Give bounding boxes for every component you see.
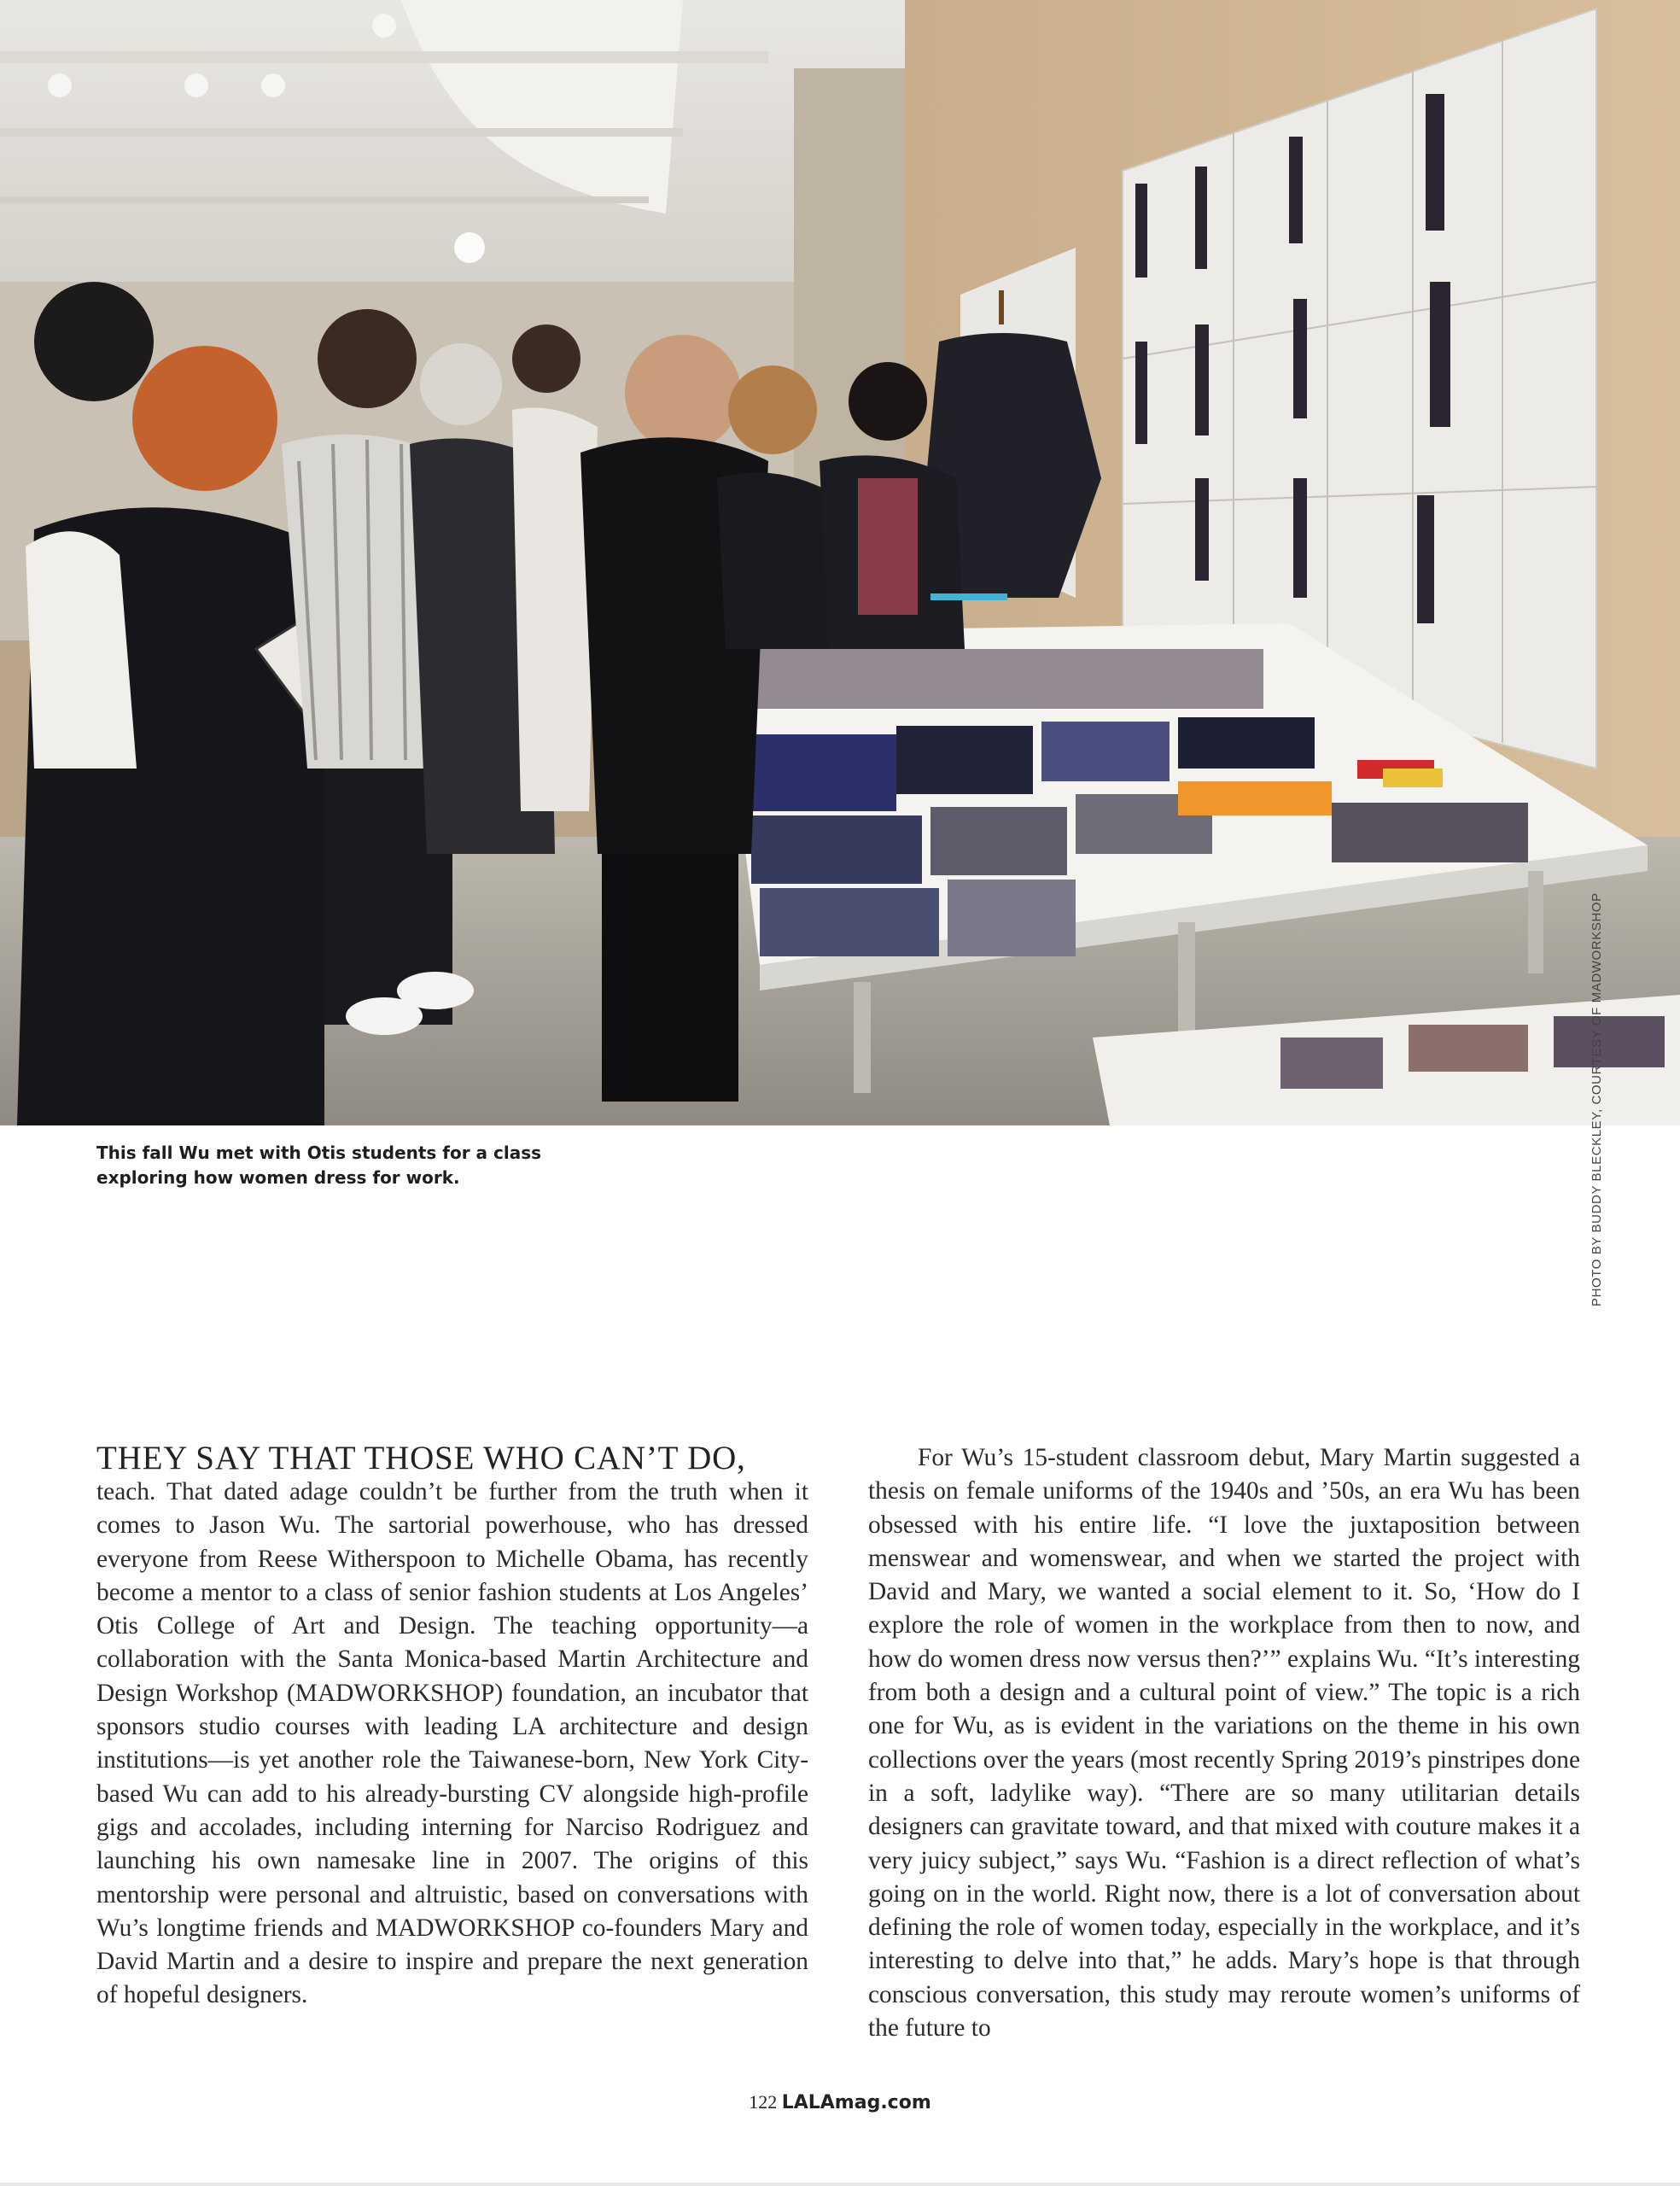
page-bottom-edge [0,2183,1680,2186]
caption-line-1: This fall Wu met with Otis students for a class [96,1143,542,1163]
photo-caption [96,1141,575,1190]
page-folio [0,2091,1680,2113]
photo-credit: PHOTO BY BUDDY BLECKLEY, COURTESY OF MADWORKSHOP [1590,892,1604,1306]
caption-line-2: exploring how women dress for work. [96,1167,460,1188]
article-body-right: For Wu’s 15-student classroom debut, Mary Martin suggested a thesis on female uniforms of the 1940s and ’50s, an era Wu has been obsessed with his entire life. “I love the juxtaposition between menswear and womenswear, and when we started the project with David and Mary, we wanted a social element to it. So, ‘How do I explore the role of women in the workplace from then to now, and how do women dress now versus then?’” explains Wu. “It’s interesting from both a design and a cultural point of view.” The topic is a rich one for Wu, as is evident in the variations on the theme in his own collections over the years (most recently Spring 2019’s pinstripes done in a soft, ladylike way). “There are so many utilitarian details designers can gravitate toward, and that mixed with couture makes it a very juicy subject,” says Wu. “Fashion is a direct reflection of what’s going on in the world. Right now, there is a lot of conversation about defining the role of women today, especially in the workplace, and it’s interesting to delve into that,” he adds. Mary’s hope is that through conscious conversation, this study may reroute women’s uniforms of the future to [868,1444,1580,2043]
article-column-right [868,1441,1580,2045]
site-url: LALAmag.com [781,2092,931,2113]
article-lead-in: THEY SAY THAT THOSE WHO CAN’T DO, [96,1440,746,1476]
article-body-left: teach. That dated adage couldn’t be further from the truth when it comes to Jason Wu. The sartorial powerhouse, who has dressed everyone from Reese Witherspoon to Michelle Obama, has recently become a mentor to a class of senior fashion students at Los Angeles’ Otis College of Art and Design. The teaching opportunity—a collaboration with the Santa Monica-based Martin Architecture and Design Workshop (MADWORKSHOP) foundation, an incubator that sponsors studio courses with leading LA architecture and design institutions—is yet another role the Taiwanese-born, New York City-based Wu can add to his already-bursting CV alongside high-profile gigs and accolades, including interning for Narciso Rodriguez and launching his own namesake line in 2007. The origins of this mentorship were personal and altruistic, based on conversations with Wu’s longtime friends and MADWORKSHOP co-founders Mary and David Martin and a desire to inspire and prepare the next generation of hopeful designers. [96,1478,808,2009]
page-number: 122 [749,2091,778,2113]
article-column-left [96,1441,808,2013]
